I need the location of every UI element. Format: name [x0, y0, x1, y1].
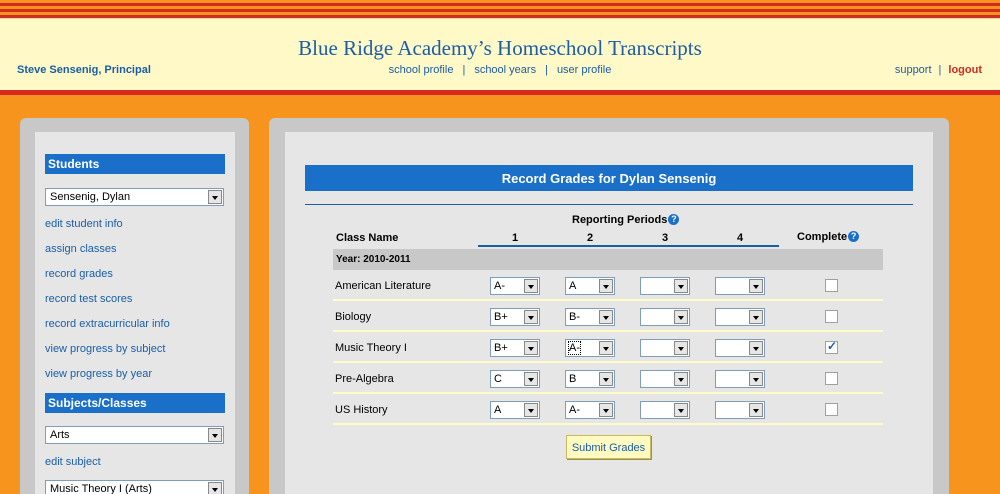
- period-3-header: 3: [662, 232, 669, 244]
- subject-select-value: Arts: [50, 429, 70, 441]
- grade-select[interactable]: [715, 339, 765, 357]
- question-help-icon[interactable]: ?: [668, 214, 679, 225]
- row-divider: [333, 330, 883, 332]
- site-title: Blue Ridge Academy’s Homeschool Transcripts: [298, 36, 702, 60]
- chevron-down-icon: [749, 310, 763, 324]
- grade-select[interactable]: B: [565, 370, 615, 388]
- top-nav: school profile | school years | user profile: [388, 64, 612, 76]
- period-2-header: 2: [587, 232, 594, 244]
- submit-grades-button[interactable]: Submit Grades: [566, 435, 651, 459]
- student-select-value: Sensenig, Dylan: [50, 191, 131, 203]
- top-stripe: [0, 0, 1000, 18]
- question-help-icon[interactable]: ?: [848, 231, 859, 242]
- reporting-periods-underline: [478, 245, 779, 247]
- grade-select[interactable]: [640, 401, 690, 419]
- chevron-down-icon: [749, 341, 763, 355]
- grade-select[interactable]: A-: [565, 401, 615, 419]
- chevron-down-icon: [524, 341, 538, 355]
- complete-checkbox[interactable]: [825, 372, 838, 385]
- site-header: [0, 18, 1000, 90]
- complete-header: Complete ?: [797, 231, 859, 243]
- chevron-down-icon: [599, 310, 613, 324]
- complete-checkbox[interactable]: [825, 341, 838, 354]
- nav-school-profile[interactable]: school profile: [388, 64, 454, 76]
- class-name: Music Theory I: [335, 342, 407, 354]
- chevron-down-icon: [208, 190, 222, 204]
- chevron-down-icon: [749, 372, 763, 386]
- chevron-down-icon: [749, 279, 763, 293]
- class-name: American Literature: [335, 280, 431, 292]
- complete-checkbox[interactable]: [825, 279, 838, 292]
- grade-select[interactable]: B-: [565, 308, 615, 326]
- sidebar-link-record-test-scores[interactable]: record test scores: [45, 293, 133, 305]
- sidebar-link-record-grades[interactable]: record grades: [45, 268, 113, 280]
- principal-name: Steve Sensenig, Principal: [17, 64, 151, 76]
- grade-select[interactable]: A: [565, 277, 615, 295]
- period-4-header: 4: [737, 232, 744, 244]
- grade-select[interactable]: C: [490, 370, 540, 388]
- grade-select[interactable]: [640, 339, 690, 357]
- reporting-periods-header: Reporting Periods ?: [572, 214, 679, 226]
- chevron-down-icon: [524, 403, 538, 417]
- sidebar-link-progress-by-subject[interactable]: view progress by subject: [45, 343, 166, 355]
- class-select-value: Music Theory I (Arts): [50, 483, 152, 494]
- chevron-down-icon: [674, 310, 688, 324]
- chevron-down-icon: [208, 428, 222, 442]
- logout-link[interactable]: logout: [948, 64, 982, 76]
- account-nav: support | logout: [894, 64, 982, 76]
- nav-school-years[interactable]: school years: [474, 64, 537, 76]
- class-select[interactable]: [45, 480, 224, 494]
- grade-select[interactable]: [715, 277, 765, 295]
- form-title: Record Grades for Dylan Sensenig: [305, 165, 913, 191]
- period-1-header: 1: [512, 232, 519, 244]
- chevron-down-icon: [749, 403, 763, 417]
- row-divider: [333, 423, 883, 425]
- sidebar-link-record-extracurricular[interactable]: record extracurricular info: [45, 318, 170, 330]
- chevron-down-icon: [599, 279, 613, 293]
- students-heading: Students: [45, 154, 225, 174]
- chevron-down-icon: [674, 341, 688, 355]
- chevron-down-icon: [599, 403, 613, 417]
- nav-user-profile[interactable]: user profile: [556, 64, 612, 76]
- sidebar-link-edit-subject[interactable]: edit subject: [45, 456, 101, 468]
- grade-select[interactable]: A-: [490, 277, 540, 295]
- chevron-down-icon: [599, 341, 613, 355]
- grade-select[interactable]: A: [490, 401, 540, 419]
- grade-select[interactable]: [640, 370, 690, 388]
- class-name: Pre-Algebra: [335, 373, 394, 385]
- sidebar-link-progress-by-year[interactable]: view progress by year: [45, 368, 152, 380]
- grade-select[interactable]: [640, 308, 690, 326]
- row-divider: [333, 361, 883, 363]
- header-divider: [0, 90, 1000, 95]
- chevron-down-icon: [524, 279, 538, 293]
- grade-select[interactable]: A-: [565, 339, 615, 357]
- row-divider: [333, 299, 883, 301]
- subject-select[interactable]: [45, 426, 224, 444]
- grade-select[interactable]: B+: [490, 308, 540, 326]
- grade-select[interactable]: [715, 370, 765, 388]
- chevron-down-icon: [674, 372, 688, 386]
- class-name: Biology: [335, 311, 372, 323]
- chevron-down-icon: [208, 482, 222, 494]
- class-name-header: Class Name: [336, 232, 399, 244]
- subjects-heading: Subjects/Classes: [45, 393, 225, 413]
- student-select[interactable]: [45, 188, 224, 206]
- complete-checkbox[interactable]: [825, 403, 838, 416]
- sidebar-link-assign-classes[interactable]: assign classes: [45, 243, 117, 255]
- class-name: US History: [335, 404, 388, 416]
- row-divider: [333, 392, 883, 394]
- grade-select[interactable]: [715, 308, 765, 326]
- chevron-down-icon: [674, 403, 688, 417]
- title-divider: [305, 204, 913, 205]
- year-row: Year: 2010-2011: [333, 249, 883, 270]
- support-link[interactable]: support: [894, 64, 932, 76]
- chevron-down-icon: [674, 279, 688, 293]
- complete-checkbox[interactable]: [825, 310, 838, 323]
- grade-select[interactable]: [715, 401, 765, 419]
- grade-select[interactable]: [640, 277, 690, 295]
- chevron-down-icon: [524, 372, 538, 386]
- chevron-down-icon: [524, 310, 538, 324]
- grade-select[interactable]: B+: [490, 339, 540, 357]
- sidebar-link-edit-student-info[interactable]: edit student info: [45, 218, 123, 230]
- chevron-down-icon: [599, 372, 613, 386]
